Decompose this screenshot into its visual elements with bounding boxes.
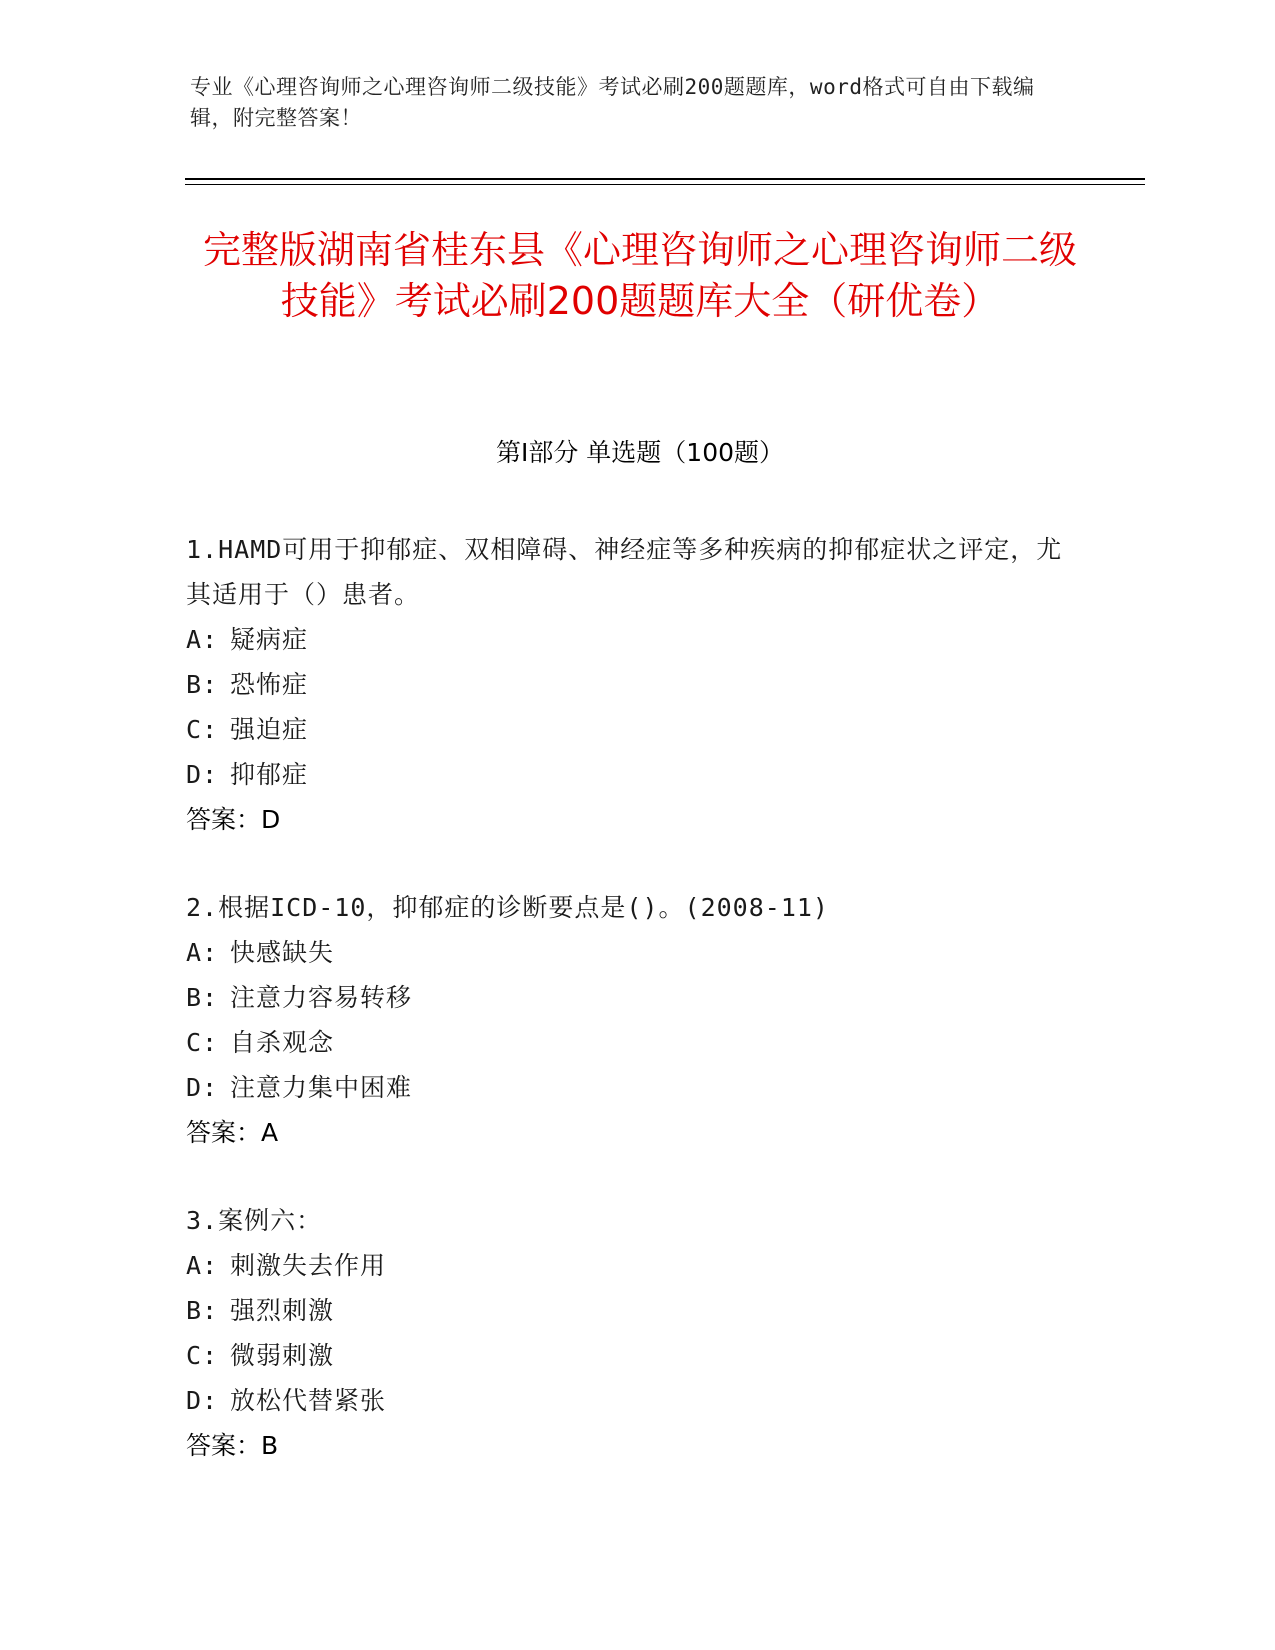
question-text: 3.案例六： (186, 1206, 323, 1235)
option-d (186, 1378, 1066, 1423)
section-title: 第Ⅰ部分 单选题（100题） (495, 438, 785, 467)
option-b (186, 1288, 1066, 1333)
option-text: 微弱刺激 (230, 1341, 335, 1370)
option-text: 强迫症 (230, 715, 309, 744)
option-c (186, 1020, 1066, 1065)
option-text: 刺激失去作用 (230, 1251, 387, 1280)
option-b (186, 975, 1066, 1020)
option-letter: C: (186, 1028, 219, 1057)
option-letter: C: (186, 715, 219, 744)
option-c (186, 1333, 1066, 1378)
option-text: 注意力容易转移 (230, 983, 413, 1012)
question-2 (186, 885, 1066, 1155)
option-text: 注意力集中困难 (230, 1073, 413, 1102)
answer-line: 答案：B (186, 1431, 279, 1460)
question-text: 2.根据ICD-10，抑郁症的诊断要点是()。(2008-11) (186, 893, 829, 922)
option-text: 抑郁症 (230, 760, 309, 789)
option-a (186, 930, 1066, 975)
option-b (186, 662, 1066, 707)
option-letter: A: (186, 625, 219, 654)
header-note: 专业《心理咨询师之心理咨询师二级技能》考试必刷200题题库，word格式可自由下载编辑，附完整答案！ (190, 75, 1035, 130)
question-3 (186, 1198, 1066, 1468)
option-text: 疑病症 (230, 625, 309, 654)
option-text: 快感缺失 (230, 938, 335, 967)
option-d (186, 1065, 1066, 1110)
option-letter: C: (186, 1341, 219, 1370)
document-title: 完整版湖南省桂东县《心理咨询师之心理咨询师二级技能》考试必刷200题题库大全（研优卷） (202, 228, 1077, 323)
option-letter: B: (186, 670, 219, 699)
answer-line: 答案：A (186, 1118, 279, 1147)
option-letter: D: (186, 760, 219, 789)
question-1 (186, 527, 1066, 842)
question-text: 1.HAMD可用于抑郁症、双相障碍、神经症等多种疾病的抑郁症状之评定，尤其适用于（）患者。 (186, 535, 1063, 609)
option-text: 放松代替紧张 (230, 1386, 387, 1415)
option-letter: B: (186, 983, 219, 1012)
option-a (186, 617, 1066, 662)
option-letter: B: (186, 1296, 219, 1325)
option-a (186, 1243, 1066, 1288)
question-list (186, 527, 1066, 1511)
option-text: 强烈刺激 (230, 1296, 335, 1325)
option-letter: D: (186, 1386, 219, 1415)
option-d (186, 752, 1066, 797)
header-rule-thick (185, 178, 1145, 180)
option-letter: D: (186, 1073, 219, 1102)
option-text: 自杀观念 (230, 1028, 335, 1057)
option-c (186, 707, 1066, 752)
option-letter: A: (186, 938, 219, 967)
header-rule-thin (185, 184, 1145, 185)
answer-line: 答案：D (186, 805, 281, 834)
option-letter: A: (186, 1251, 219, 1280)
option-text: 恐怖症 (230, 670, 309, 699)
